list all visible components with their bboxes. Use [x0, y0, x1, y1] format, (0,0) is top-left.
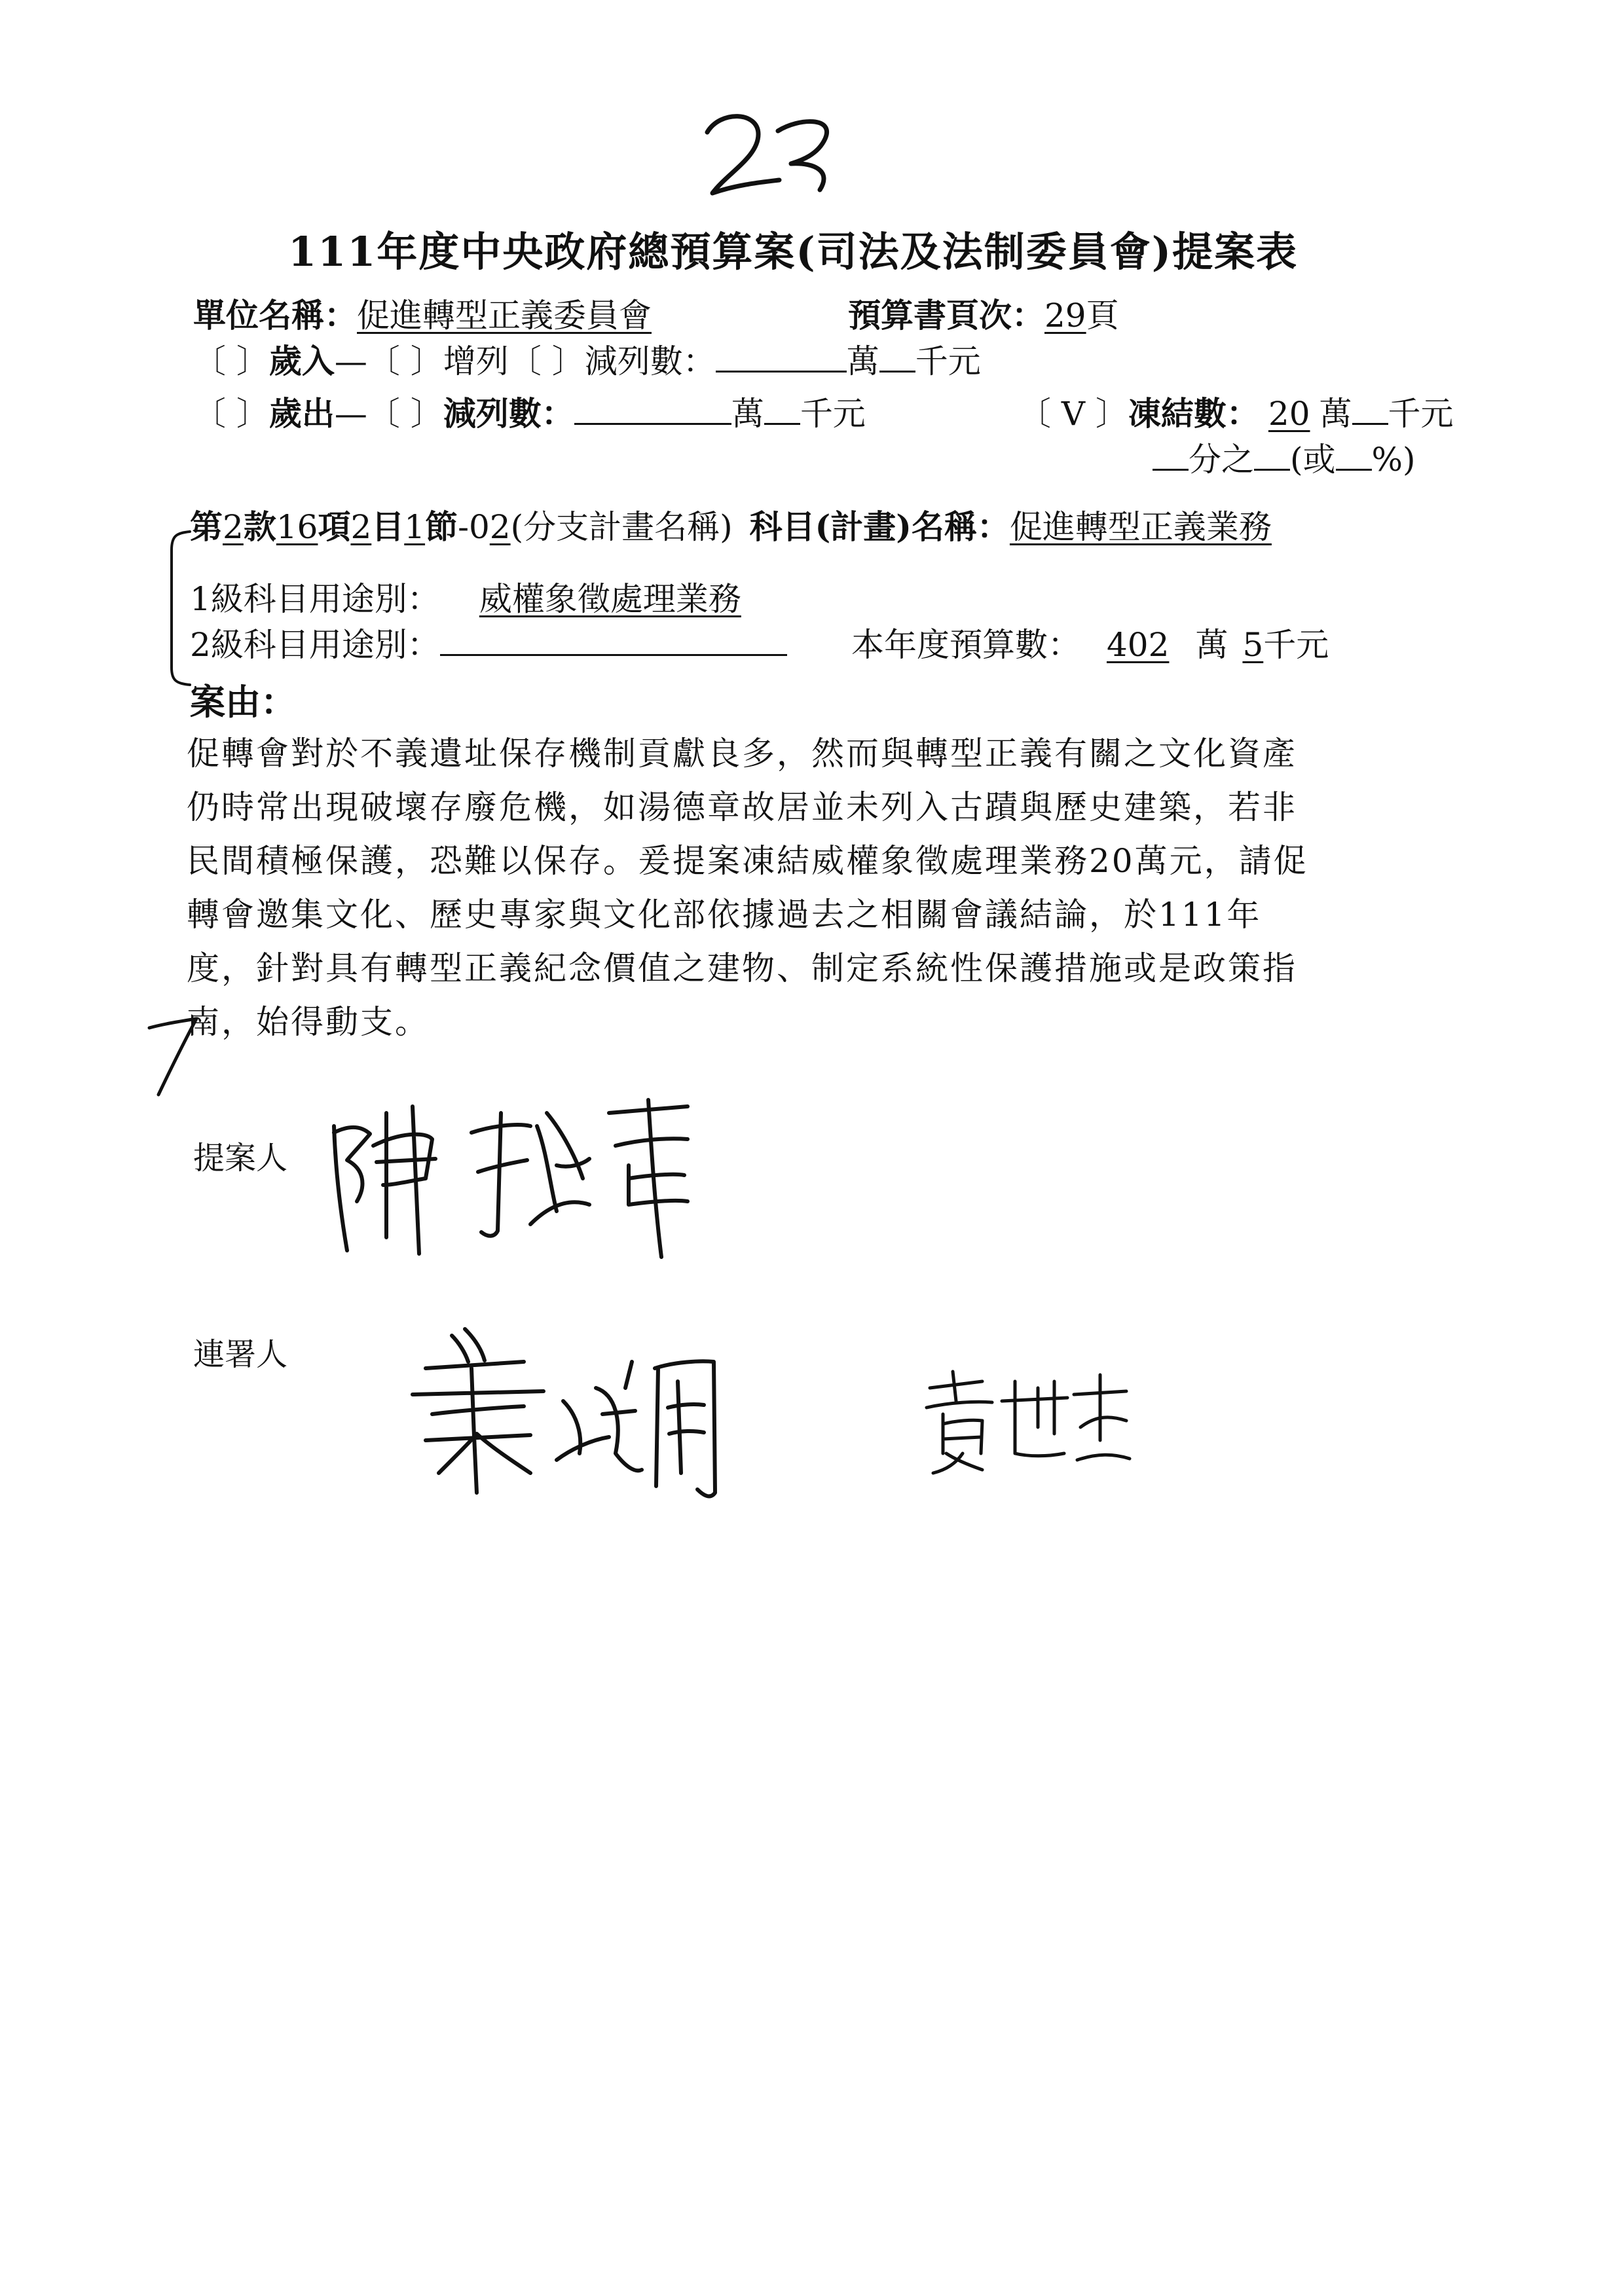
section-sub-prefix: -0 [458, 508, 490, 546]
budget-qian-unit: 千元 [1263, 626, 1329, 664]
fraction-row [1153, 440, 1416, 479]
expense-row [193, 394, 866, 433]
form-title: 111年度中央政府總預算案(司法及法制委員會)提案表 [288, 228, 1299, 276]
freeze-wan-unit: 萬 [1319, 395, 1352, 433]
handwritten-number-23 [701, 98, 851, 210]
fraction-fen: 分之 [1189, 441, 1254, 479]
budget-row [851, 625, 1329, 665]
budget-wan-unit: 萬 [1195, 626, 1228, 664]
section-jie: 節 [425, 507, 458, 546]
fraction-huo: (或 [1290, 441, 1336, 479]
cosigner-label: 連署人 [193, 1336, 288, 1373]
expense-reduce-checkbox: 〔 〕 [367, 395, 443, 433]
reason-line: 仍時常出現破壞存廢危機，如湯德章故居並未列入古蹟與歷史建築，若非 [187, 788, 1297, 826]
section-xiang: 項 [318, 507, 351, 546]
revenue-qian-unit: 千元 [915, 342, 981, 380]
revenue-wan-unit: 萬 [846, 342, 879, 380]
handwritten-check-mark [144, 1015, 203, 1100]
budget-wan-number: 402 [1107, 626, 1170, 664]
unit-value: 促進轉型正義委員會 [357, 297, 652, 335]
unit-row [193, 296, 652, 335]
reason-line: 轉會邀集文化、歷史專家與文化部依據過去之相關會議結論，於111年 [187, 896, 1262, 934]
expense-dash: — [334, 395, 367, 433]
page-value: 29 [1044, 297, 1086, 335]
freeze-qian-blank [1352, 397, 1388, 425]
level1-label: 1級科目用途別： [190, 580, 440, 618]
section-sub-number: 2 [489, 508, 511, 546]
section-mu-number: 2 [350, 508, 372, 546]
revenue-label: 歲入 [268, 342, 335, 380]
section-name-value: 促進轉型正義業務 [1009, 508, 1272, 546]
freeze-checkbox: 〔 V 〕 [1018, 395, 1128, 433]
section-kuan: 款 [243, 507, 276, 546]
revenue-checkbox: 〔 〕 [193, 342, 269, 380]
section-line [190, 507, 1272, 547]
level1-value [440, 580, 748, 618]
fraction-pct: %) [1371, 441, 1416, 479]
revenue-qian-blank [879, 344, 915, 373]
reason-line: 民間積極保護，恐難以保存。爰提案凍結威權象徵處理業務20萬元，請促 [187, 842, 1308, 880]
reason-line: 南，始得動支。 [187, 1003, 430, 1041]
section-xiang-number: 16 [276, 508, 318, 546]
proposer-label: 提案人 [193, 1140, 288, 1176]
expense-wan-unit: 萬 [731, 395, 764, 433]
reason-line: 度，針對具有轉型正義紀念價值之建物、制定系統性保護措施或是政策指 [187, 949, 1297, 987]
section-kuan-number: 2 [223, 508, 244, 546]
level2-label: 2級科目用途別： [190, 626, 440, 664]
page-label: 預算書頁次： [848, 296, 1044, 335]
budget-qian-value: 5 [1242, 626, 1264, 664]
expense-reduce-label: 減列數： [443, 394, 574, 433]
expense-qian-unit: 千元 [800, 395, 866, 433]
section-mu: 目 [371, 507, 405, 546]
page-row [848, 296, 1119, 335]
section-sub-label: (分支計畫名稱) [510, 508, 733, 546]
fraction-numer-blank [1153, 443, 1189, 471]
level1-row [190, 579, 748, 619]
page-unit: 頁 [1086, 297, 1119, 335]
reason-line: 促轉會對於不義遺址保存機制貢獻良多，然而與轉型正義有關之文化資產 [187, 735, 1297, 773]
revenue-dash: — [334, 342, 367, 380]
reason-label: 案由： [190, 681, 296, 723]
proposer-signature [321, 1087, 701, 1264]
freeze-value [1259, 395, 1320, 433]
freeze-value-number: 20 [1268, 395, 1310, 433]
section-jie-number: 1 [404, 508, 426, 546]
section-name-label: 科目(計畫)名稱： [749, 507, 1010, 546]
level2-blank [440, 628, 787, 656]
expense-qian-blank [764, 397, 800, 425]
level2-row [190, 625, 787, 665]
expense-wan-blank [574, 397, 731, 425]
expense-label: 歲出 [268, 394, 335, 433]
freeze-label: 凍結數： [1128, 394, 1259, 433]
unit-label: 單位名稱： [193, 296, 357, 335]
level1-value-text: 威權象徵處理業務 [479, 580, 741, 618]
cosigner-signature-1 [399, 1322, 727, 1506]
budget-wan-value [1080, 626, 1195, 664]
reason-text [187, 727, 1444, 1049]
freeze-row [1018, 394, 1454, 433]
expense-checkbox: 〔 〕 [193, 395, 269, 433]
revenue-reduce-checkbox: 〔 〕 [508, 342, 585, 380]
revenue-wan-blank [716, 344, 847, 373]
revenue-reduce-label: 減列數： [584, 342, 716, 380]
revenue-add-checkbox: 〔 〕 [367, 342, 443, 380]
revenue-row [193, 342, 981, 381]
freeze-qian-unit: 千元 [1388, 395, 1454, 433]
budget-label: 本年度預算數： [851, 626, 1080, 664]
fraction-denom-blank [1254, 443, 1290, 471]
revenue-add-label: 增列 [443, 342, 509, 380]
fraction-pct-blank [1336, 443, 1372, 471]
cosigner-signature-2 [917, 1362, 1133, 1480]
section-di: 第 [190, 507, 223, 546]
